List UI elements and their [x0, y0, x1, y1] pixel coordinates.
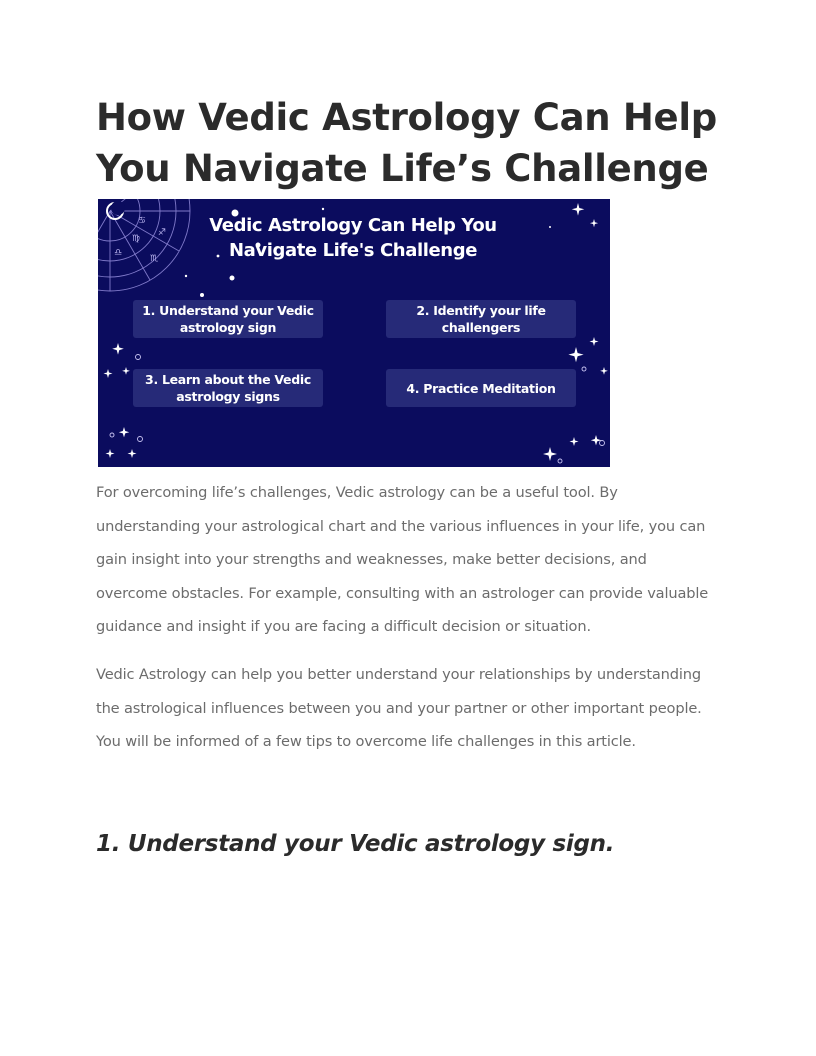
relationships-paragraph: Vedic Astrology can help you better understand your relationships by understanding the astrological influences between you and your partner or other important people. You will be informed of a few tips to overcome life challenges in this article.	[96, 666, 702, 751]
banner-tip-4: 4. Practice Meditation	[386, 369, 576, 407]
svg-text:♋: ♋	[138, 216, 147, 226]
banner-title: Vedic Astrology Can Help You Navigate Life's Challenge	[209, 215, 497, 261]
banner-tip-3: 3. Learn about the Vedic astrology signs	[133, 369, 323, 407]
intro-paragraph: For overcoming life’s challenges, Vedic astrology can be a useful tool. By understanding your astrological chart and the various influences in your life, you can gain insight into your strengths and weaknesses, make better decisions, and overcome obstacles. For example, consulting with an astrologer can provide valuable guidance and insight if you are facing a difficult decision or situation.	[96, 484, 709, 636]
svg-text:♐: ♐	[158, 228, 167, 238]
svg-text:♎: ♎	[114, 248, 123, 258]
svg-text:♍: ♍	[132, 234, 141, 244]
section-heading: 1. Understand your Vedic astrology sign.	[96, 831, 615, 857]
article-banner-image	[98, 199, 610, 467]
article-title: How Vedic Astrology Can Help You Navigate Life’s Challenge	[96, 96, 717, 190]
svg-text:♏: ♏	[150, 254, 159, 264]
banner-tip-1: 1. Understand your Vedic astrology sign	[133, 300, 323, 338]
banner-tip-2: 2. Identify your life challengers	[386, 300, 576, 338]
